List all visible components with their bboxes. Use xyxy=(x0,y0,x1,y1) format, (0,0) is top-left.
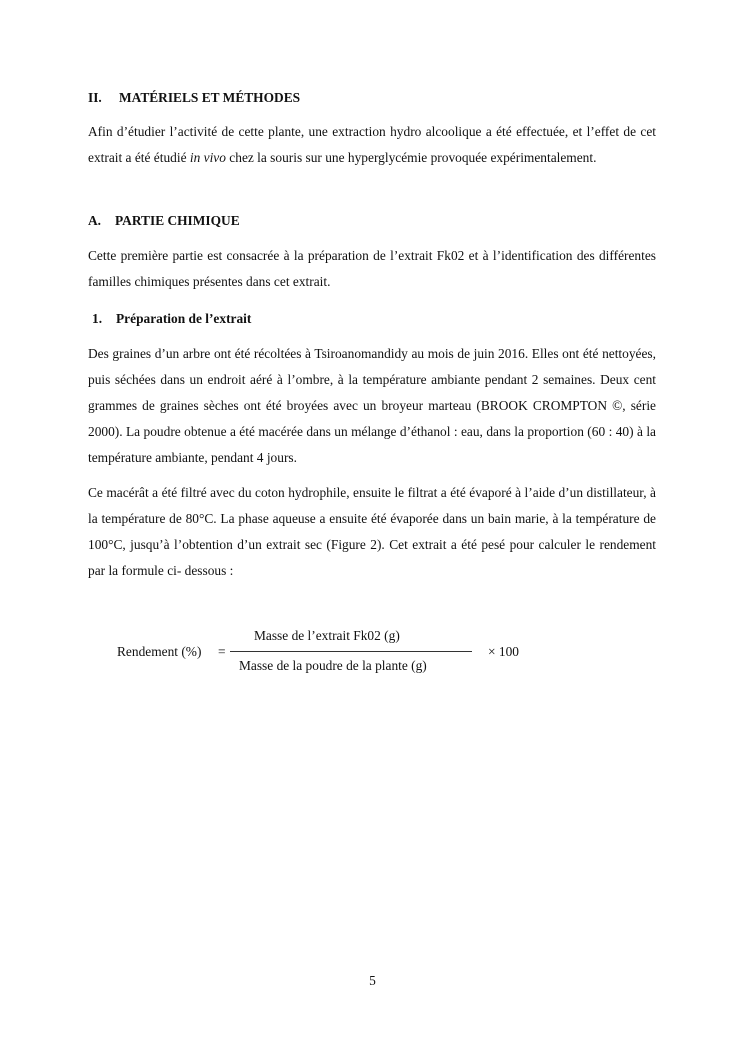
section-title: MATÉRIELS ET MÉTHODES xyxy=(119,90,301,105)
subsection-text: Cette première partie est consacrée à la préparation de l’extrait Fk02 et à l’identification des différentes familles chimiques présentes dans cet extrait. xyxy=(88,248,656,289)
formula-equals: = xyxy=(218,644,226,659)
yield-formula xyxy=(0,622,745,682)
formula-numerator: Masse de l’extrait Fk02 (g) xyxy=(254,628,400,643)
paragraph-2-text: Ce macérât a été filtré avec du coton hydrophile, ensuite le filtrat a été évaporé à l’aide d’un distillateur, à la température de 80°C. La phase aqueuse a ensuite été évaporée dans un bain marie, à la température de 100°C, jusqu’à l’obtention d’un extrait sec (Figure 2). Cet extrait a été pesé pour calculer le rendement par la formule ci- dessous : xyxy=(88,485,656,578)
fraction-bar xyxy=(230,651,472,652)
page-number: 5 xyxy=(369,973,376,988)
subsection-number: A. xyxy=(88,213,102,228)
subsection-heading xyxy=(88,212,240,230)
formula-multiplier: × 100 xyxy=(488,644,519,659)
intro-text-start: Afin d’étudier l’activité de cette plante, une extraction hydro alcoolique a été effectuée, et l’effet de cet extrait a été étudié xyxy=(88,124,656,165)
preparation-paragraph-1 xyxy=(88,341,656,471)
intro-text-end: chez la souris sur une hyperglycémie provoquée expérimentalement. xyxy=(225,150,597,165)
subsection-title: PARTIE CHIMIQUE xyxy=(115,213,240,228)
section-number: II. xyxy=(88,90,102,105)
subsection-paragraph xyxy=(88,243,656,295)
subsubsection-title: Préparation de l’extrait xyxy=(116,311,252,326)
intro-italic-term: in vivo xyxy=(189,150,226,165)
formula-denominator: Masse de la poudre de la plante (g) xyxy=(239,658,427,673)
preparation-paragraph-2 xyxy=(88,480,656,584)
section-heading xyxy=(88,89,300,107)
subsubsection-heading xyxy=(92,310,251,328)
paragraph-1-text: Des graines d’un arbre ont été récoltées à Tsiroanomandidy au mois de juin 2016. Elles ont été nettoyées, puis séchées dans un endroit aéré à l’ombre, à la température ambiante pendant 2 semaines. Deux cent grammes de graines sèches ont été broyées avec un broyeur marteau (BROOK CROMPTON ©, série 2000). La poudre obtenue a été macérée dans un mélange d’éthanol : eau, dans la proportion (60 : 40) à la température ambiante, pendant 4 jours. xyxy=(88,346,656,465)
formula-label: Rendement (%) xyxy=(117,644,202,659)
intro-paragraph xyxy=(88,119,656,171)
subsubsection-number: 1. xyxy=(92,311,103,326)
